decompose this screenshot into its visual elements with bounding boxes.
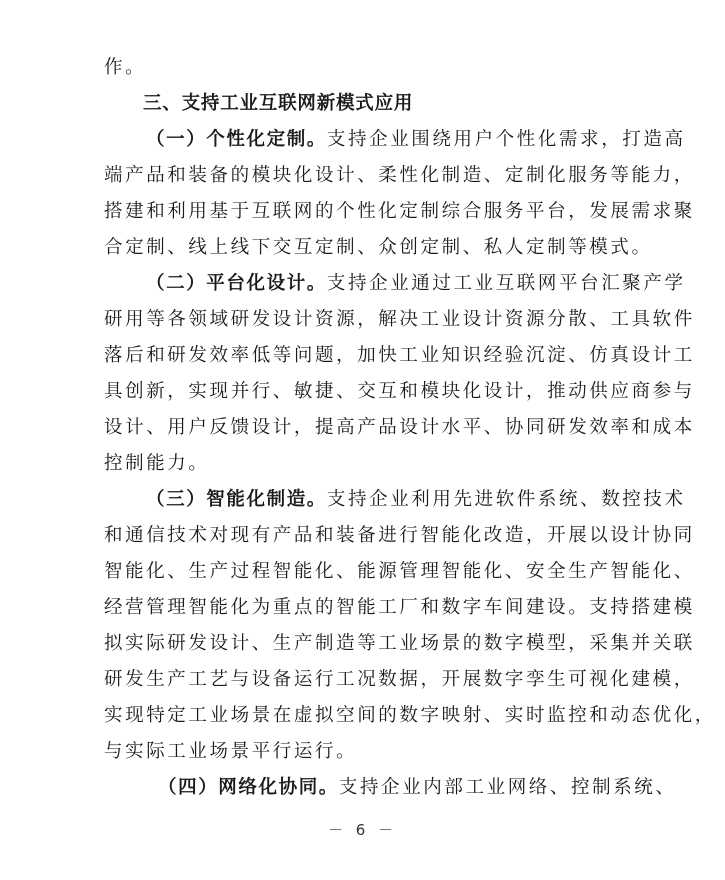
paragraph-1-line-3: 搭建和利用基于互联网的个性化定制综合服务平台，发展需求聚 bbox=[104, 201, 695, 222]
paragraph-3-line-3: 智能化、生产过程智能化、能源管理智能化、安全生产智能化、 bbox=[104, 561, 695, 582]
paragraph-1-line-2: 端产品和装备的模块化设计、柔性化制造、定制化服务等能力， bbox=[104, 165, 695, 186]
paragraph-2-line-6: 控制能力。 bbox=[104, 453, 210, 474]
paragraph-1-line-4: 合定制、线上线下交互定制、众创定制、私人定制等模式。 bbox=[104, 237, 653, 258]
paragraph-4-line-1: （四）网络化协同。支持企业内部工业网络、控制系统、 bbox=[158, 777, 677, 798]
paragraph-3-label: （三）智能化制造。 bbox=[146, 489, 327, 510]
paragraph-2-line-2: 研用等各领域研发设计资源，解决工业设计资源分散、工具软件 bbox=[104, 309, 695, 330]
paragraph-3-line-6: 研发生产工艺与设备运行工况数据，开展数字孪生可视化建模， bbox=[104, 669, 695, 690]
paragraph-3-line-5: 拟实际研发设计、生产制造等工业场景的数字模型，采集并关联 bbox=[104, 633, 695, 654]
paragraph-2-line-3: 落后和研发效率低等问题，加快工业知识经验沉淀、仿真设计工 bbox=[104, 345, 695, 366]
paragraph-3-line-2: 和通信技术对现有产品和装备进行智能化改造，开展以设计协同 bbox=[104, 525, 695, 546]
paragraph-1-label: （一）个性化定制。 bbox=[146, 129, 327, 150]
paragraph-2-line-5: 设计、用户反馈设计，提高产品设计水平、协同研发效率和成本 bbox=[104, 417, 695, 438]
paragraph-1-line-1: （一）个性化定制。支持企业围绕用户个性化需求，打造高 bbox=[146, 129, 686, 150]
paragraph-2-label: （二）平台化设计。 bbox=[146, 273, 327, 294]
paragraph-3-line-4: 经营管理智能化为重点的智能工厂和数字车间建设。支持搭建模 bbox=[104, 597, 695, 618]
paragraph-2-line-1: （二）平台化设计。支持企业通过工业互联网平台汇聚产学 bbox=[146, 273, 686, 294]
page-number: － 6 － bbox=[327, 821, 398, 839]
paragraph-4-label: （四）网络化协同。 bbox=[158, 777, 339, 798]
continuation-line: 作。 bbox=[104, 57, 147, 78]
paragraph-3-line-1: （三）智能化制造。支持企业利用先进软件系统、数控技术 bbox=[146, 489, 686, 510]
section-heading: 三、支持工业互联网新模式应用 bbox=[143, 93, 414, 114]
paragraph-3-line-7: 实现特定工业场景在虚拟空间的数字映射、实时监控和动态优化， bbox=[104, 705, 716, 726]
paragraph-2-line-4: 具创新，实现并行、敏捷、交互和模块化设计，推动供应商参与 bbox=[104, 381, 695, 402]
paragraph-3-line-8: 与实际工业场景平行运行。 bbox=[104, 741, 358, 762]
